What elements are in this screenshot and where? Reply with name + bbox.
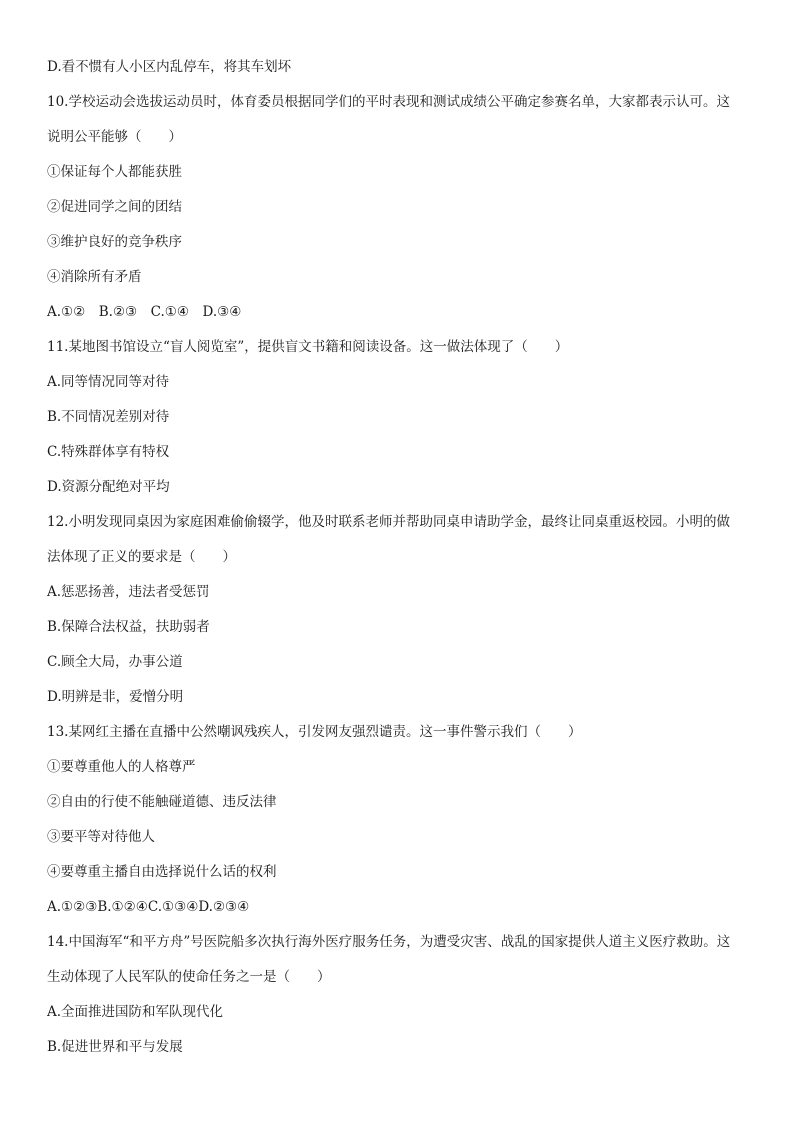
statement-3-q10: ③维护良好的竞争秩序 — [47, 234, 182, 250]
statement-4-q13: ④要尊重主播自由选择说什么话的权利 — [47, 864, 277, 880]
options-q13: A.①②③B.①②④C.①③④D.②③④ — [47, 899, 250, 915]
statement-1-q13: ①要尊重他人的人格尊严 — [47, 759, 196, 775]
statement-1-q10: ①保证每个人都能获胜 — [47, 164, 182, 180]
options-q10: A.①② B.②③ C.①④ D.③④ — [47, 304, 242, 320]
statement-2-q10: ②促进同学之间的团结 — [47, 199, 182, 215]
statement-2-q13: ②自由的行使不能触碰道德、违反法律 — [47, 794, 277, 810]
option-d-q12: D.明辨是非，爱憎分明 — [47, 689, 184, 705]
question-12-stem-line-1: 12.小明发现同桌因为家庭困难偷偷辍学，他及时联系老师并帮助同桌申请助学金，最终让同桌重返校园。小明的做 — [47, 514, 730, 530]
option-c-q12: C.顾全大局，办事公道 — [47, 654, 183, 670]
statement-3-q13: ③要平等对待他人 — [47, 829, 155, 845]
option-b-q11: B.不同情况差别对待 — [47, 409, 170, 425]
question-10-stem-line-2: 说明公平能够（ ） — [47, 129, 182, 145]
option-b-q14: B.促进世界和平与发展 — [47, 1039, 183, 1055]
option-a-q12: A.惩恶扬善，违法者受惩罚 — [47, 584, 210, 600]
option-c-q11: C.特殊群体享有特权 — [47, 444, 170, 460]
statement-4-q10: ④消除所有矛盾 — [47, 269, 142, 285]
question-12-stem-line-2: 法体现了正义的要求是（ ） — [47, 549, 236, 565]
question-13-stem: 13.某网红主播在直播中公然嘲讽残疾人，引发网友强烈谴责。这一事件警示我们（ ） — [47, 724, 582, 740]
option-a-q14: A.全面推进国防和军队现代化 — [47, 1004, 224, 1020]
option-d-q9: D.看不惯有人小区内乱停车，将其车划坏 — [47, 59, 292, 75]
question-10-stem-line-1: 10.学校运动会选拔运动员时，体育委员根据同学们的平时表现和测试成绩公平确定参赛名单，大家都表示认可。这 — [47, 94, 730, 110]
question-14-stem-line-1: 14.中国海军“和平方舟”号医院船多次执行海外医疗服务任务，为遭受灾害、战乱的国家提供人道主义医疗救助。这 — [47, 934, 731, 950]
question-14-stem-line-2: 生动体现了人民军队的使命任务之一是（ ） — [47, 969, 331, 985]
option-b-q12: B.保障合法权益，扶助弱者 — [47, 619, 210, 635]
question-11-stem: 11.某地图书馆设立“盲人阅览室”，提供盲文书籍和阅读设备。这一做法体现了（ ） — [47, 339, 569, 355]
option-d-q11: D.资源分配绝对平均 — [47, 479, 170, 495]
option-a-q11: A.同等情况同等对待 — [47, 374, 170, 390]
